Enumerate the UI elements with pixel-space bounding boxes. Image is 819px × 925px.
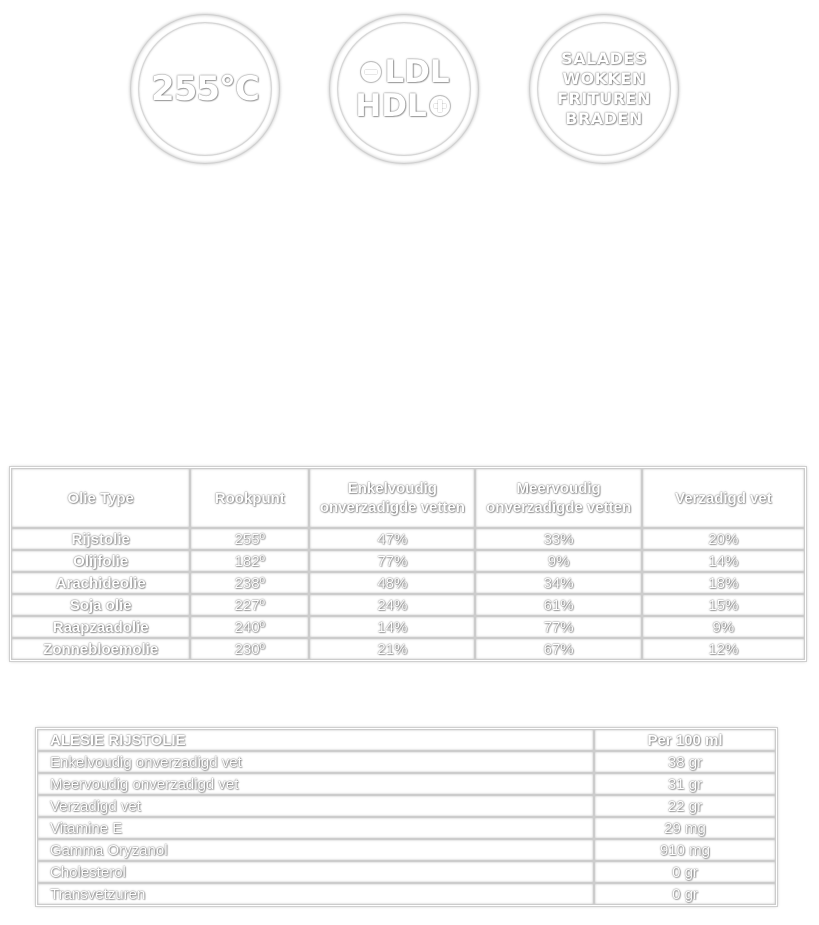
smoke-point-cell: 227º	[191, 595, 308, 615]
oil-type-cell: Arachideolie	[12, 573, 189, 593]
oil-type-cell: Zonnebloemolie	[12, 639, 189, 659]
oil-type-cell: Raapzaadolie	[12, 617, 189, 637]
header-polyunsaturated: Meervoudig onverzadigde vetten	[476, 469, 640, 527]
usage-badge-inner	[538, 23, 670, 155]
table-row	[12, 529, 804, 549]
nutrient-label: Enkelvoudig onverzadigd vet	[38, 752, 593, 772]
header-saturated: Verzadigd vet	[643, 469, 804, 527]
usage-salades: SALADES	[561, 49, 647, 68]
hdl-label: HDL	[355, 88, 427, 124]
nutrient-value: 0 gr	[595, 862, 775, 882]
oil-comparison-table	[10, 467, 806, 661]
smoke-point-cell: 230º	[191, 639, 308, 659]
nutrient-label: Vitamine E	[38, 818, 593, 838]
poly-cell: 61%	[476, 595, 640, 615]
table-row	[38, 752, 775, 772]
oil-type-cell: Rijstolie	[12, 529, 189, 549]
mono-cell: 48%	[310, 573, 474, 593]
table-row	[38, 884, 775, 904]
table-row	[38, 796, 775, 816]
nutrient-label: Verzadigd vet	[38, 796, 593, 816]
ldl-line	[358, 55, 449, 89]
nutrition-table	[36, 728, 777, 906]
usage-wokken: WOKKEN	[562, 69, 646, 88]
cholesterol-badge-inner	[338, 23, 470, 155]
poly-cell: 77%	[476, 617, 640, 637]
nutrient-value: 0 gr	[595, 884, 775, 904]
nutrient-label: Transvetzuren	[38, 884, 593, 904]
mono-cell: 24%	[310, 595, 474, 615]
saturated-cell: 20%	[643, 529, 804, 549]
table-row	[38, 840, 775, 860]
saturated-cell: 15%	[643, 595, 804, 615]
oil-type-cell: Soja olie	[12, 595, 189, 615]
nutrition-header-value: Per 100 ml	[595, 730, 775, 750]
usage-frituren: FRITUREN	[557, 89, 651, 108]
nutrient-value: 31 gr	[595, 774, 775, 794]
smoke-point-badge	[131, 15, 279, 163]
minus-circle-icon	[361, 62, 381, 82]
smoke-point-cell: 255º	[191, 529, 308, 549]
mono-cell: 47%	[310, 529, 474, 549]
header-monounsaturated: Enkelvoudig onverzadigde vetten	[310, 469, 474, 527]
nutrient-value: 38 gr	[595, 752, 775, 772]
saturated-cell: 18%	[643, 573, 804, 593]
nutrition-header-row	[38, 730, 775, 750]
table-row	[38, 774, 775, 794]
smoke-point-cell: 182º	[191, 551, 308, 571]
table-row	[12, 617, 804, 637]
smoke-point-cell: 238º	[191, 573, 308, 593]
table-row	[12, 551, 804, 571]
nutrient-value: 29 mg	[595, 818, 775, 838]
usage-braden: BRADEN	[565, 109, 643, 128]
table-row	[12, 573, 804, 593]
cholesterol-badge	[330, 15, 478, 163]
saturated-cell: 12%	[643, 639, 804, 659]
smoke-point-cell: 240º	[191, 617, 308, 637]
ldl-label: LDL	[384, 54, 450, 90]
nutrient-value: 910 mg	[595, 840, 775, 860]
hdl-line	[355, 89, 452, 123]
mono-cell: 21%	[310, 639, 474, 659]
poly-cell: 33%	[476, 529, 640, 549]
poly-cell: 67%	[476, 639, 640, 659]
smoke-point-badge-inner	[139, 23, 271, 155]
table-row	[38, 818, 775, 838]
smoke-point-text: 255°C	[151, 69, 259, 109]
nutrition-header-label: ALESIE RIJSTOLIE	[38, 730, 593, 750]
saturated-cell: 9%	[643, 617, 804, 637]
table-row	[12, 595, 804, 615]
mono-cell: 77%	[310, 551, 474, 571]
oil-type-cell: Olijfolie	[12, 551, 189, 571]
table-row	[38, 862, 775, 882]
nutrient-label: Cholesterol	[38, 862, 593, 882]
nutrient-label: Meervoudig onverzadigd vet	[38, 774, 593, 794]
mono-cell: 14%	[310, 617, 474, 637]
usage-badge	[530, 15, 678, 163]
poly-cell: 34%	[476, 573, 640, 593]
table-header-row	[12, 469, 804, 527]
header-oil-type: Olie Type	[12, 469, 189, 527]
nutrient-value: 22 gr	[595, 796, 775, 816]
plus-circle-icon	[430, 96, 450, 116]
nutrient-label: Gamma Oryzanol	[38, 840, 593, 860]
header-smoke-point: Rookpunt	[191, 469, 308, 527]
table-row	[12, 639, 804, 659]
saturated-cell: 14%	[643, 551, 804, 571]
poly-cell: 9%	[476, 551, 640, 571]
